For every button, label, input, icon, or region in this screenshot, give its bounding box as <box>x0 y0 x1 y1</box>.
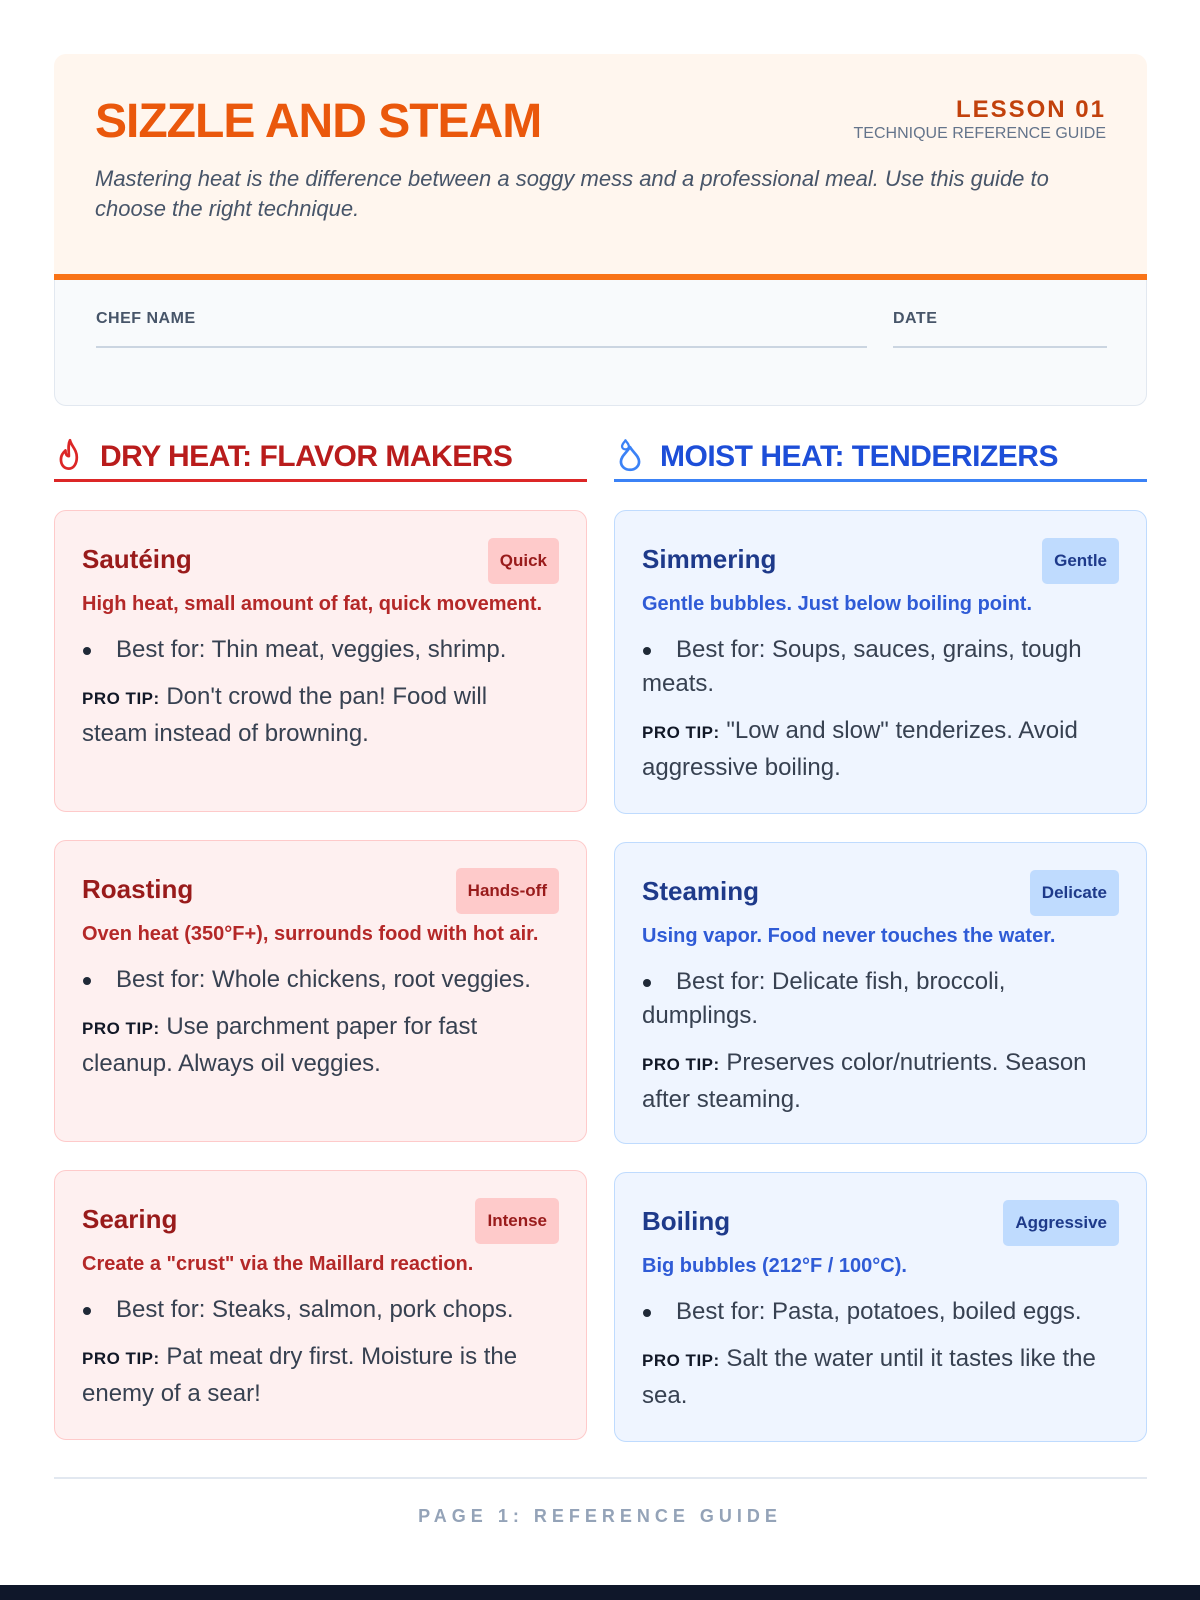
pro-tip-text: Don't crowd the pan! Food will steam instead of browning. <box>82 683 488 747</box>
card-description: Big bubbles (212°F / 100°C). <box>642 1255 907 1277</box>
lesson-number: LESSON 01 <box>955 96 1106 123</box>
chef-name-field <box>96 310 196 328</box>
lesson-subtitle: TECHNIQUE REFERENCE GUIDE <box>853 125 1106 142</box>
pro-tip-text: Use parchment paper for fast cleanup. Always oil veggies. <box>82 1013 478 1077</box>
pro-tip-text: "Low and slow" tenderizes. Avoid aggressive boiling. <box>642 717 1078 781</box>
page-title: SIZZLE AND STEAM <box>95 95 542 148</box>
moist-heat-header <box>614 414 1147 482</box>
dry-heat-header <box>54 414 587 482</box>
footer-divider <box>54 1477 1147 1479</box>
footer-page-label: PAGE 1: REFERENCE GUIDE <box>418 1506 782 1526</box>
status-badge: Quick <box>488 538 559 584</box>
pro-tip-label: PRO TIP: <box>82 689 160 708</box>
status-badge: Gentle <box>1042 538 1119 584</box>
card-description: Oven heat (350°F+), surrounds food with hot air. <box>82 923 539 945</box>
card-title: Sautéing <box>82 544 192 574</box>
status-badge: Intense <box>475 1198 559 1244</box>
card-description: Using vapor. Food never touches the water. <box>642 925 1056 947</box>
lesson-block <box>854 96 1106 144</box>
card-list <box>642 1295 1119 1329</box>
dry-heat-title: DRY HEAT: FLAVOR MAKERS <box>100 440 513 473</box>
list-item: Best for: Steaks, salmon, pork chops. <box>82 1293 559 1327</box>
technique-card-boiling <box>614 1172 1147 1442</box>
droplet-icon <box>616 438 644 472</box>
list-item: Best for: Pasta, potatoes, boiled eggs. <box>642 1295 1119 1329</box>
card-list <box>642 633 1119 701</box>
pro-tip-text: Pat meat dry first. Moisture is the enemy of a sear! <box>82 1343 518 1407</box>
dry-heat-column <box>54 414 587 1407</box>
chef-name-input[interactable] <box>96 346 867 348</box>
card-list <box>82 963 559 997</box>
pro-tip-text: Preserves color/nutrients. Season after steaming. <box>642 1049 1087 1113</box>
flame-icon <box>56 438 84 472</box>
pro-tip <box>642 1045 1119 1117</box>
list-item: Best for: Thin meat, veggies, shrimp. <box>82 633 559 667</box>
chef-name-label: CHEF NAME <box>96 310 196 327</box>
bottom-bar <box>0 1585 1200 1600</box>
date-field <box>893 310 937 328</box>
pro-tip-label: PRO TIP: <box>82 1019 160 1038</box>
status-badge: Delicate <box>1030 870 1119 916</box>
card-list <box>82 633 559 667</box>
date-input[interactable] <box>893 346 1107 348</box>
technique-card-simmering <box>614 510 1147 814</box>
pro-tip <box>82 1009 559 1081</box>
card-title: Roasting <box>82 874 194 904</box>
card-title: Steaming <box>642 876 760 906</box>
card-description: Create a "crust" via the Maillard reaction. <box>82 1253 474 1275</box>
technique-card-steaming <box>614 842 1147 1144</box>
intro-text: Mastering heat is the difference between a soggy mess and a professional meal. Use this guide to choose the right technique. <box>95 166 1049 221</box>
pro-tip-label: PRO TIP: <box>642 1055 720 1074</box>
header-banner <box>54 54 1147 274</box>
pro-tip-label: PRO TIP: <box>82 1349 160 1368</box>
technique-card-sauteing <box>54 510 587 812</box>
pro-tip-label: PRO TIP: <box>642 1351 720 1370</box>
pro-tip-text: Salt the water until it tastes like the sea. <box>642 1345 1096 1409</box>
moist-heat-column <box>614 414 1147 1409</box>
list-item: Best for: Whole chickens, root veggies. <box>82 963 559 997</box>
worksheet-page <box>54 54 1147 1409</box>
date-label: DATE <box>893 310 938 327</box>
card-list <box>82 1293 559 1327</box>
status-badge: Hands-off <box>456 868 559 914</box>
moist-heat-title: MOIST HEAT: TENDERIZERS <box>660 440 1058 473</box>
card-list <box>642 965 1119 1033</box>
pro-tip <box>82 679 559 751</box>
pro-tip <box>642 1341 1119 1413</box>
card-title: Boiling <box>642 1206 731 1236</box>
card-title: Simmering <box>642 544 777 574</box>
pro-tip-label: PRO TIP: <box>642 723 720 742</box>
status-badge: Aggressive <box>1003 1200 1119 1246</box>
pro-tip <box>82 1339 559 1411</box>
technique-card-roasting <box>54 840 587 1142</box>
card-description: High heat, small amount of fat, quick movement. <box>82 593 543 615</box>
list-item: Best for: Delicate fish, broccoli, dumplings. <box>642 965 1119 1033</box>
chef-info-form <box>54 280 1147 406</box>
card-title: Searing <box>82 1204 178 1234</box>
card-description: Gentle bubbles. Just below boiling point. <box>642 593 1032 615</box>
technique-card-searing <box>54 1170 587 1440</box>
list-item: Best for: Soups, sauces, grains, tough meats. <box>642 633 1119 701</box>
pro-tip <box>642 713 1119 785</box>
